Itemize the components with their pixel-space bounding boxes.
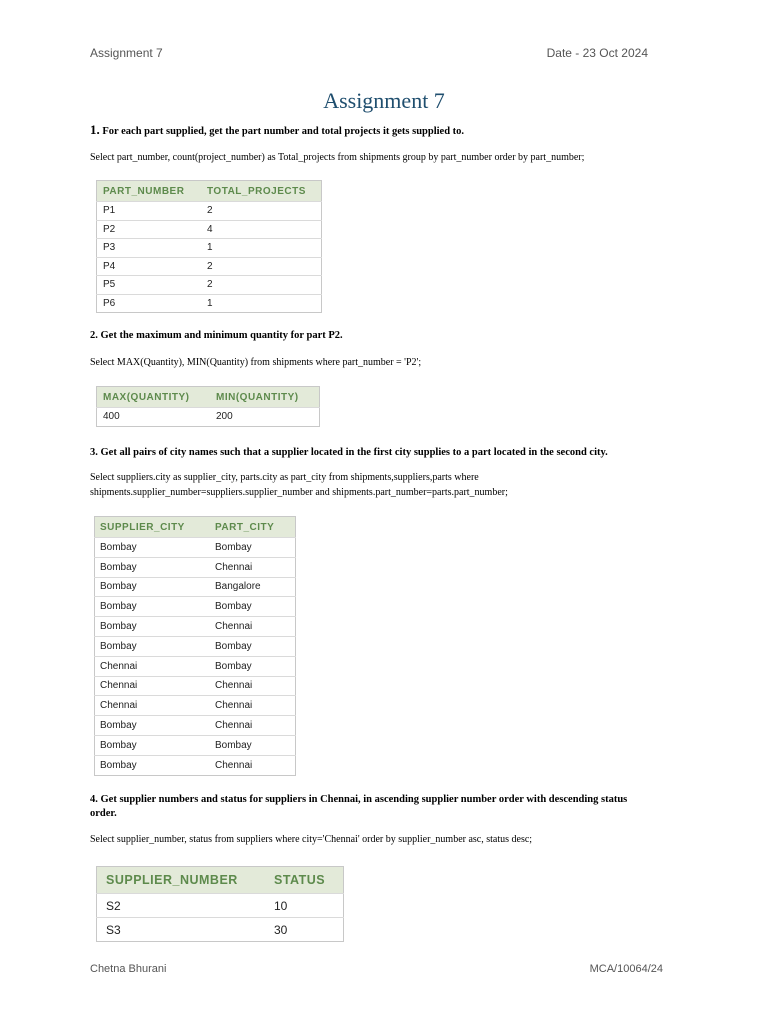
query-3 bbox=[90, 470, 680, 500]
table-cell: S2 bbox=[97, 894, 266, 918]
table-cell: Bombay bbox=[95, 636, 211, 656]
table-row bbox=[95, 656, 296, 676]
table-cell: P1 bbox=[97, 202, 202, 221]
column-header: PART_CITY bbox=[210, 517, 296, 538]
table-row bbox=[95, 755, 296, 775]
question-1-number: 1. bbox=[90, 122, 100, 137]
table-row bbox=[95, 538, 296, 558]
question-3: 3. Get all pairs of city names such that a supplier located in the first city supplies to a part located in the second city. bbox=[90, 447, 608, 458]
table-cell: Chennai bbox=[210, 617, 296, 637]
table-cell: Chennai bbox=[95, 696, 211, 716]
table-cell: P4 bbox=[97, 257, 202, 276]
table-row bbox=[97, 918, 344, 942]
table-row bbox=[97, 239, 322, 258]
table-row bbox=[97, 202, 322, 221]
column-header: MIN(QUANTITY) bbox=[210, 387, 320, 408]
question-4-line-2: order. bbox=[90, 808, 117, 819]
page-footer-author: Chetna Bhurani bbox=[90, 963, 167, 975]
table-cell: Bombay bbox=[95, 577, 211, 597]
query-3-line-2: shipments.supplier_number=suppliers.supplier_number and shipments.part_number=parts.part_number; bbox=[90, 487, 508, 498]
table-cell: 2 bbox=[201, 202, 322, 221]
query-3-line-1: Select suppliers.city as supplier_city, parts.city as part_city from shipments,suppliers,parts where bbox=[90, 472, 479, 483]
table-cell: Bombay bbox=[95, 716, 211, 736]
result-table-1 bbox=[96, 180, 322, 313]
table-cell: 10 bbox=[265, 894, 344, 918]
table-cell: P3 bbox=[97, 239, 202, 258]
question-4-line-1: 4. Get supplier numbers and status for suppliers in Chennai, in ascending supplier number order with descending status bbox=[90, 794, 628, 805]
table-row bbox=[95, 636, 296, 656]
query-2: Select MAX(Quantity), MIN(Quantity) from shipments where part_number = 'P2'; bbox=[90, 357, 422, 368]
table-cell: Bombay bbox=[210, 636, 296, 656]
table-header-row bbox=[97, 387, 320, 408]
result-table-3 bbox=[94, 516, 296, 776]
query-1: Select part_number, count(project_number) as Total_projects from shipments group by part_number order by part_number; bbox=[90, 152, 585, 163]
table-cell: P6 bbox=[97, 294, 202, 313]
table-row bbox=[95, 696, 296, 716]
table-cell: Bombay bbox=[95, 755, 211, 775]
table-cell: Bombay bbox=[210, 735, 296, 755]
table-cell: Bombay bbox=[210, 538, 296, 558]
page-header-left: Assignment 7 bbox=[90, 46, 163, 60]
table-cell: Bombay bbox=[210, 656, 296, 676]
table-cell: Bombay bbox=[95, 617, 211, 637]
table-cell: Bangalore bbox=[210, 577, 296, 597]
table-row bbox=[97, 294, 322, 313]
table-cell: 30 bbox=[265, 918, 344, 942]
question-1-text: For each part supplied, get the part number and total projects it gets supplied to. bbox=[102, 126, 465, 137]
table-cell: S3 bbox=[97, 918, 266, 942]
table-row bbox=[95, 557, 296, 577]
table-row bbox=[95, 577, 296, 597]
column-header: MAX(QUANTITY) bbox=[97, 387, 211, 408]
table-cell: 200 bbox=[210, 408, 320, 427]
table-cell: 2 bbox=[201, 276, 322, 295]
question-4 bbox=[90, 793, 680, 821]
table-cell: 2 bbox=[201, 257, 322, 276]
table-cell: Bombay bbox=[95, 735, 211, 755]
table-cell: 1 bbox=[201, 294, 322, 313]
table-row bbox=[97, 276, 322, 295]
table-cell: 400 bbox=[97, 408, 211, 427]
table-header-row bbox=[97, 867, 344, 894]
table-row bbox=[97, 257, 322, 276]
table-cell: Chennai bbox=[210, 557, 296, 577]
question-1 bbox=[90, 123, 680, 139]
table-cell: Bombay bbox=[95, 597, 211, 617]
table-header-row bbox=[97, 181, 322, 202]
table-cell: Chennai bbox=[95, 656, 211, 676]
table-cell: P5 bbox=[97, 276, 202, 295]
result-table-2 bbox=[96, 386, 320, 427]
table-row bbox=[95, 597, 296, 617]
table-row bbox=[95, 735, 296, 755]
column-header: STATUS bbox=[265, 867, 344, 894]
page-header-date: Date - 23 Oct 2024 bbox=[546, 46, 648, 60]
table-header-row bbox=[95, 517, 296, 538]
table-cell: Bombay bbox=[95, 557, 211, 577]
table-cell: Chennai bbox=[210, 696, 296, 716]
table-row bbox=[95, 617, 296, 637]
table-row bbox=[95, 676, 296, 696]
column-header: SUPPLIER_NUMBER bbox=[97, 867, 266, 894]
table-cell: 1 bbox=[201, 239, 322, 258]
table-cell: Chennai bbox=[210, 755, 296, 775]
column-header: SUPPLIER_CITY bbox=[95, 517, 211, 538]
table-cell: Bombay bbox=[95, 538, 211, 558]
question-2: 2. Get the maximum and minimum quantity for part P2. bbox=[90, 330, 343, 341]
table-row bbox=[95, 716, 296, 736]
table-row bbox=[97, 408, 320, 427]
result-table-4 bbox=[96, 866, 344, 942]
table-cell: 4 bbox=[201, 220, 322, 239]
query-4: Select supplier_number, status from suppliers where city='Chennai' order by supplier_number asc, status desc; bbox=[90, 834, 533, 845]
document-title: Assignment 7 bbox=[323, 88, 445, 113]
table-cell: Chennai bbox=[210, 676, 296, 696]
table-cell: P2 bbox=[97, 220, 202, 239]
table-row bbox=[97, 894, 344, 918]
page-footer-id: MCA/10064/24 bbox=[589, 963, 663, 975]
column-header: TOTAL_PROJECTS bbox=[201, 181, 322, 202]
table-cell: Bombay bbox=[210, 597, 296, 617]
table-row bbox=[97, 220, 322, 239]
table-cell: Chennai bbox=[210, 716, 296, 736]
column-header: PART_NUMBER bbox=[97, 181, 202, 202]
table-cell: Chennai bbox=[95, 676, 211, 696]
